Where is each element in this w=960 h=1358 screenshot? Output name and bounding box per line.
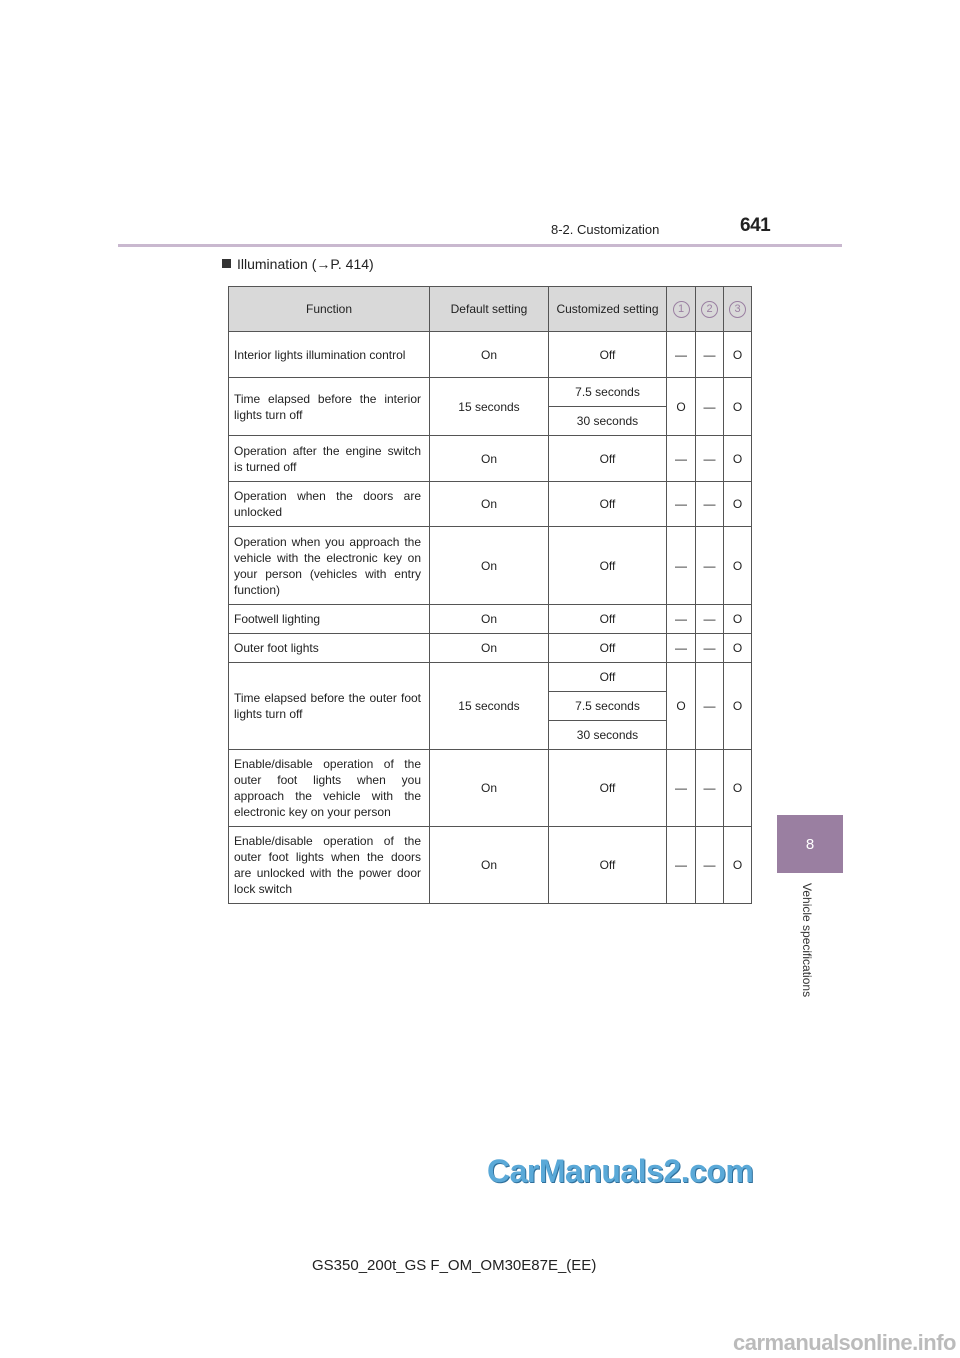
- bullet-square-icon: [222, 259, 231, 268]
- col3-cell: O: [724, 436, 752, 482]
- custom-cell: Off: [549, 527, 667, 605]
- default-cell: 15 seconds: [430, 378, 549, 436]
- site-watermark: carmanualsonline.info: [733, 1330, 956, 1355]
- col2-cell: —: [696, 750, 724, 827]
- circled-3-icon: 3: [729, 301, 746, 318]
- custom-cell: Off: [549, 482, 667, 527]
- table-row: [229, 750, 752, 827]
- function-cell: Outer foot lights: [229, 634, 430, 663]
- section-title-text: Illumination (→P. 414): [237, 256, 374, 272]
- col2-cell: —: [696, 482, 724, 527]
- col3-cell: O: [724, 378, 752, 436]
- default-cell: On: [430, 482, 549, 527]
- section-title: [222, 256, 374, 272]
- custom-cell: Off: [549, 605, 667, 634]
- function-cell: Interior lights illumination control: [229, 332, 430, 378]
- col2-cell: —: [696, 527, 724, 605]
- col2-cell: —: [696, 827, 724, 904]
- table-row: [229, 527, 752, 605]
- custom-cell: Off: [549, 827, 667, 904]
- col2-cell: —: [696, 332, 724, 378]
- function-cell: Footwell lighting: [229, 605, 430, 634]
- chapter-tab-label-text: Vehicle specifications: [800, 883, 814, 998]
- col1-cell: —: [667, 332, 696, 378]
- function-cell: Time elapsed before the outer foot lights turn off: [229, 663, 430, 750]
- col3-cell: O: [724, 663, 752, 750]
- col2-cell: —: [696, 634, 724, 663]
- custom-cell: 7.5 seconds: [549, 692, 667, 721]
- chapter-tab-label: [754, 883, 814, 1023]
- col2-cell: —: [696, 378, 724, 436]
- col3-cell: O: [724, 482, 752, 527]
- table-row: [229, 436, 752, 482]
- circled-2-icon: 2: [701, 301, 718, 318]
- circled-1-icon: 1: [673, 301, 690, 318]
- col1-cell: —: [667, 605, 696, 634]
- col1-cell: O: [667, 663, 696, 750]
- default-cell: On: [430, 750, 549, 827]
- default-cell: 15 seconds: [430, 663, 549, 750]
- col3-cell: O: [724, 827, 752, 904]
- col1-cell: O: [667, 378, 696, 436]
- page-number: 641: [740, 215, 771, 236]
- table-row: [229, 605, 752, 634]
- col3-cell: O: [724, 332, 752, 378]
- default-cell: On: [430, 634, 549, 663]
- function-cell: Time elapsed before the interior lights turn off: [229, 378, 430, 436]
- watermark-logo: CarManuals2.com: [487, 1153, 754, 1189]
- col2-cell: —: [696, 436, 724, 482]
- custom-cell: 30 seconds: [549, 407, 667, 436]
- function-cell: Enable/disable operation of the outer foot lights when the doors are unlocked with the power door lock switch: [229, 827, 430, 904]
- function-cell: Operation when the doors are unlocked: [229, 482, 430, 527]
- function-cell: Operation after the engine switch is turned off: [229, 436, 430, 482]
- custom-cell: Off: [549, 750, 667, 827]
- default-cell: On: [430, 527, 549, 605]
- col1-cell: —: [667, 527, 696, 605]
- table-row: [229, 378, 752, 407]
- col3-cell: O: [724, 750, 752, 827]
- col3-cell: O: [724, 527, 752, 605]
- default-cell: On: [430, 436, 549, 482]
- section-header: 8-2. Customization: [551, 222, 660, 237]
- table-row: [229, 482, 752, 527]
- custom-cell: 7.5 seconds: [549, 378, 667, 407]
- custom-cell: Off: [549, 663, 667, 692]
- custom-cell: Off: [549, 436, 667, 482]
- document-code: GS350_200t_GS F_OM_OM30E87E_(EE): [312, 1257, 597, 1274]
- col1-cell: —: [667, 827, 696, 904]
- col1-cell: —: [667, 436, 696, 482]
- col2-cell: —: [696, 663, 724, 750]
- table-header-row: [229, 287, 752, 332]
- col1-cell: —: [667, 634, 696, 663]
- col3-cell: O: [724, 605, 752, 634]
- default-cell: On: [430, 827, 549, 904]
- custom-cell: Off: [549, 634, 667, 663]
- header-col-2: [696, 287, 724, 332]
- table-row: [229, 332, 752, 378]
- header-default-setting: Default setting: [430, 287, 549, 332]
- col2-cell: —: [696, 605, 724, 634]
- table-row: [229, 634, 752, 663]
- header-divider: [118, 244, 842, 247]
- custom-cell: 30 seconds: [549, 721, 667, 750]
- header-col-1: [667, 287, 696, 332]
- function-cell: Enable/disable operation of the outer foot lights when you approach the vehicle with the electronic key on your person: [229, 750, 430, 827]
- function-cell: Operation when you approach the vehicle with the electronic key on your person (vehicles with entry function): [229, 527, 430, 605]
- header-customized-setting: Customized setting: [549, 287, 667, 332]
- col1-cell: —: [667, 750, 696, 827]
- table-row: [229, 663, 752, 692]
- default-cell: On: [430, 332, 549, 378]
- customization-table: [228, 286, 752, 904]
- custom-cell: Off: [549, 332, 667, 378]
- header-col-3: [724, 287, 752, 332]
- col3-cell: O: [724, 634, 752, 663]
- col1-cell: —: [667, 482, 696, 527]
- default-cell: On: [430, 605, 549, 634]
- table-row: [229, 827, 752, 904]
- header-function: Function: [229, 287, 430, 332]
- chapter-tab[interactable]: 8: [777, 815, 843, 873]
